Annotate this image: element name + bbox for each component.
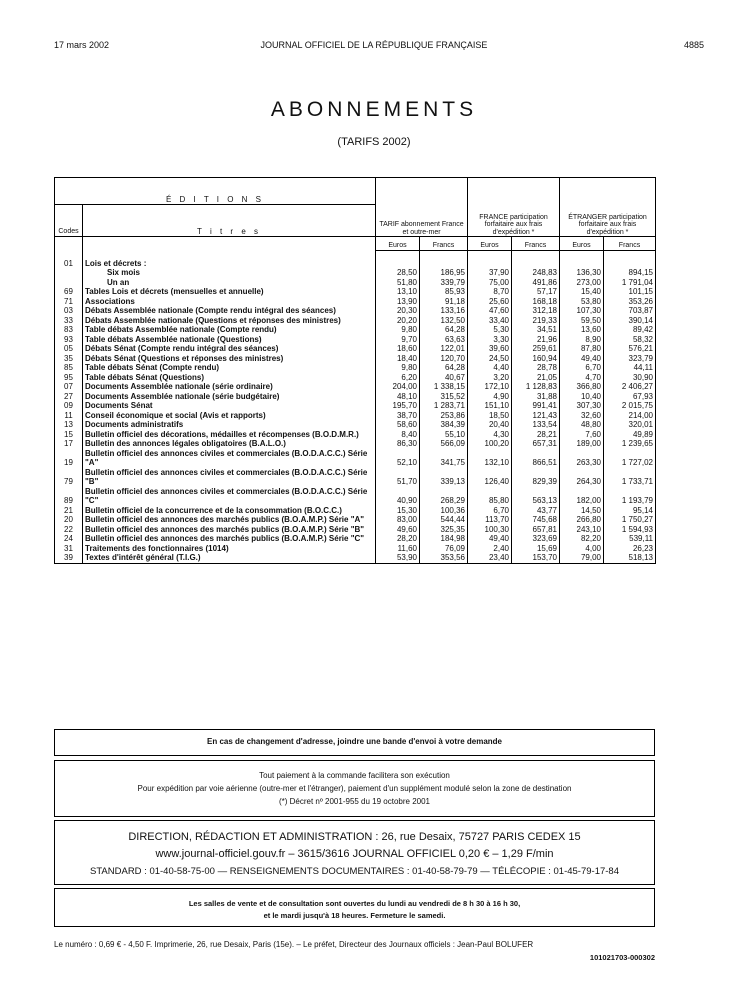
row-value: 184,98 (420, 534, 468, 544)
row-code: 31 (55, 544, 83, 554)
row-value: 9,80 (376, 363, 420, 373)
row-value: 120,70 (420, 354, 468, 364)
row-value: 100,36 (420, 506, 468, 516)
row-code: 69 (55, 287, 83, 297)
row-value: 1 594,93 (604, 525, 656, 535)
row-value: 320,01 (604, 420, 656, 430)
address-change-notice: En cas de changement d'adresse, joindre une bande d'envoi à votre demande (54, 729, 655, 756)
row-title: Associations (83, 297, 376, 307)
row-value: 1 128,83 (512, 382, 560, 392)
phone-line: STANDARD : 01-40-58-75-00 — RENSEIGNEMENTS DOCUMENTAIRES : 01-40-58-79-79 — TÉLÉCOPIE : 01-45-79-17-84 (89, 866, 619, 877)
row-value: 1 727,02 (604, 449, 656, 468)
row-title: Bulletin officiel des annonces des marchés publics (B.O.A.M.P.) Série "B" (83, 525, 376, 535)
row-value: 2 406,27 (604, 382, 656, 392)
row-value: 323,69 (512, 534, 560, 544)
row-value: 28,20 (376, 534, 420, 544)
row-value: 6,70 (468, 506, 512, 516)
header-date: 17 mars 2002 (54, 40, 110, 50)
row-value: 312,18 (512, 306, 560, 316)
row-value: 49,89 (604, 430, 656, 440)
row-title: Bulletin officiel des annonces civiles et commerciales (B.O.D.A.C.C.) Série "B" (83, 468, 376, 487)
row-code: 20 (55, 515, 83, 525)
row-title: Bulletin officiel des annonces des marchés publics (B.O.A.M.P.) Série "C" (83, 534, 376, 544)
row-value: 26,23 (604, 544, 656, 554)
table-row (55, 373, 656, 383)
table-row (55, 382, 656, 392)
row-value: 7,60 (560, 430, 604, 440)
codes-header: Codes (55, 205, 83, 237)
row-value: 151,10 (468, 401, 512, 411)
row-value: 366,80 (560, 382, 604, 392)
row-value: 703,87 (604, 306, 656, 316)
row-value: 15,30 (376, 506, 420, 516)
row-value: 18,60 (376, 344, 420, 354)
row-value: 10,40 (560, 392, 604, 402)
row-code: 27 (55, 392, 83, 402)
row-value: 172,10 (468, 382, 512, 392)
payment-info-line: Tout paiement à la commande facilitera son exécution (259, 771, 450, 780)
table-row (55, 325, 656, 335)
france-column-header: FRANCE participation forfaitaire aux frais d'expédition * (468, 178, 560, 237)
opening-hours-line: et le mardi jusqu'à 18 heures. Fermeture le samedi. (263, 911, 446, 920)
unit-euros: Euros (376, 237, 420, 251)
header-page-number: 4885 (683, 40, 704, 50)
row-title: Bulletin des annonces légales obligatoires (B.A.L.O.) (83, 439, 376, 449)
row-value: 51,80 (376, 278, 420, 288)
row-title: Six mois (83, 268, 376, 278)
tarif-column-header: TARIF abonnement France et outre-mer (376, 178, 468, 237)
tariff-table (54, 177, 656, 564)
row-value: 307,30 (560, 401, 604, 411)
row-code: 89 (55, 487, 83, 506)
opening-hours (54, 888, 655, 927)
row-value: 55,10 (420, 430, 468, 440)
row-value: 8,70 (468, 287, 512, 297)
row-value (604, 251, 656, 269)
row-value: 325,35 (420, 525, 468, 535)
row-value: 4,00 (560, 544, 604, 554)
row-title: Débats Sénat (Compte rendu intégral des séances) (83, 344, 376, 354)
row-value: 20,40 (468, 420, 512, 430)
row-value: 866,51 (512, 449, 560, 468)
row-code: 24 (55, 534, 83, 544)
row-title: Documents Assemblée nationale (série ordinaire) (83, 382, 376, 392)
row-value: 83,00 (376, 515, 420, 525)
row-value (512, 251, 560, 269)
row-value: 353,26 (604, 297, 656, 307)
row-value: 576,21 (604, 344, 656, 354)
row-value: 40,67 (420, 373, 468, 383)
row-value: 195,70 (376, 401, 420, 411)
row-value: 79,00 (560, 553, 604, 563)
row-value: 390,14 (604, 316, 656, 326)
row-value: 100,20 (468, 439, 512, 449)
row-value: 491,86 (512, 278, 560, 288)
row-title: Bulletin officiel des annonces civiles et commerciales (B.O.D.A.C.C.) Série "C" (83, 487, 376, 506)
table-row (55, 251, 656, 269)
row-value: 31,88 (512, 392, 560, 402)
tariff-body (55, 251, 656, 564)
row-value: 18,40 (376, 354, 420, 364)
address-line: DIRECTION, RÉDACTION ET ADMINISTRATION : 26, rue Desaix, 75727 PARIS CEDEX 15 (128, 831, 581, 843)
table-row (55, 268, 656, 278)
row-value: 132,10 (468, 449, 512, 468)
row-value: 9,80 (376, 325, 420, 335)
row-value: 44,11 (604, 363, 656, 373)
row-value: 186,95 (420, 268, 468, 278)
row-value: 136,30 (560, 268, 604, 278)
row-code: 35 (55, 354, 83, 364)
row-title: Table débats Sénat (Compte rendu) (83, 363, 376, 373)
table-row (55, 354, 656, 364)
row-value: 745,68 (512, 515, 560, 525)
row-code: 13 (55, 420, 83, 430)
row-value: 264,30 (560, 468, 604, 487)
row-value: 3,30 (468, 335, 512, 345)
row-value: 21,05 (512, 373, 560, 383)
row-value: 101,15 (604, 287, 656, 297)
row-value: 20,20 (376, 316, 420, 326)
row-value: 13,10 (376, 287, 420, 297)
row-code: 79 (55, 468, 83, 487)
row-value (420, 251, 468, 269)
row-value (560, 251, 604, 269)
row-value: 85,93 (420, 287, 468, 297)
row-code (55, 278, 83, 288)
row-title: Débats Assemblée nationale (Compte rendu intégral des séances) (83, 306, 376, 316)
table-row (55, 316, 656, 326)
row-title: Tables Lois et décrets (mensuelles et annuelle) (83, 287, 376, 297)
row-value: 33,40 (468, 316, 512, 326)
row-value: 20,30 (376, 306, 420, 316)
row-value: 4,30 (468, 430, 512, 440)
row-value: 2,40 (468, 544, 512, 554)
row-value: 8,90 (560, 335, 604, 345)
header-journal-name: JOURNAL OFFICIEL DE LA RÉPUBLIQUE FRANÇAISE (260, 40, 488, 50)
row-value: 1 338,15 (420, 382, 468, 392)
table-row (55, 544, 656, 554)
row-value: 32,60 (560, 411, 604, 421)
row-title: Table débats Assemblée nationale (Compte rendu) (83, 325, 376, 335)
row-value: 2 015,75 (604, 401, 656, 411)
row-code: 71 (55, 297, 83, 307)
row-value: 4,40 (468, 363, 512, 373)
row-value: 259,61 (512, 344, 560, 354)
row-value: 64,28 (420, 325, 468, 335)
titres-header: T i t r e s (83, 205, 376, 237)
row-value: 48,10 (376, 392, 420, 402)
table-row (55, 487, 656, 506)
row-code: 93 (55, 335, 83, 345)
payment-info (54, 760, 655, 817)
row-title: Documents Sénat (83, 401, 376, 411)
row-value: 1 239,65 (604, 439, 656, 449)
row-code: 07 (55, 382, 83, 392)
table-row (55, 439, 656, 449)
row-title: Bulletin officiel des annonces civiles et commerciales (B.O.D.A.C.C.) Série "A" (83, 449, 376, 468)
row-value: 214,00 (604, 411, 656, 421)
row-value: 49,40 (468, 534, 512, 544)
row-value: 3,20 (468, 373, 512, 383)
row-value: 23,40 (468, 553, 512, 563)
table-row (55, 344, 656, 354)
row-value: 266,80 (560, 515, 604, 525)
row-value: 6,20 (376, 373, 420, 383)
table-row (55, 411, 656, 421)
row-value: 8,40 (376, 430, 420, 440)
payment-info-line: Pour expédition par voie aérienne (outre-mer et l'étranger), paiement d'un supplément modulé selon la zone de destination (137, 784, 572, 793)
row-value: 353,56 (420, 553, 468, 563)
row-value: 87,80 (560, 344, 604, 354)
row-code: 85 (55, 363, 83, 373)
unit-francs: Francs (604, 237, 656, 251)
table-row (55, 335, 656, 345)
row-code: 21 (55, 506, 83, 516)
row-code: 33 (55, 316, 83, 326)
row-value: 189,00 (560, 439, 604, 449)
row-title: Un an (83, 278, 376, 288)
row-value: 113,70 (468, 515, 512, 525)
table-row (55, 306, 656, 316)
row-value: 28,78 (512, 363, 560, 373)
row-value: 15,40 (560, 287, 604, 297)
table-row (55, 392, 656, 402)
row-value: 91,18 (420, 297, 468, 307)
row-value: 160,94 (512, 354, 560, 364)
unit-francs: Francs (420, 237, 468, 251)
row-value: 49,60 (376, 525, 420, 535)
etranger-column-header: ÉTRANGER participation forfaitaire aux frais d'expédition * (560, 178, 656, 237)
row-title: Bulletin officiel des décorations, médailles et récompenses (B.O.D.M.R.) (83, 430, 376, 440)
row-value: 544,44 (420, 515, 468, 525)
row-value: 894,15 (604, 268, 656, 278)
row-value: 100,30 (468, 525, 512, 535)
row-value: 58,60 (376, 420, 420, 430)
row-value: 64,28 (420, 363, 468, 373)
table-row (55, 468, 656, 487)
row-value: 48,80 (560, 420, 604, 430)
row-value: 14,50 (560, 506, 604, 516)
row-code: 11 (55, 411, 83, 421)
row-value: 24,50 (468, 354, 512, 364)
row-value: 75,00 (468, 278, 512, 288)
row-value: 30,90 (604, 373, 656, 383)
row-code: 22 (55, 525, 83, 535)
row-code: 83 (55, 325, 83, 335)
row-value: 39,60 (468, 344, 512, 354)
row-value: 657,81 (512, 525, 560, 535)
row-value: 829,39 (512, 468, 560, 487)
row-code: 17 (55, 439, 83, 449)
row-code (55, 268, 83, 278)
row-value: 28,50 (376, 268, 420, 278)
row-value: 95,14 (604, 506, 656, 516)
row-value: 133,16 (420, 306, 468, 316)
row-value: 539,11 (604, 534, 656, 544)
row-value: 273,00 (560, 278, 604, 288)
table-row (55, 363, 656, 373)
row-value: 518,13 (604, 553, 656, 563)
row-title: Lois et décrets : (83, 251, 376, 269)
table-row (55, 449, 656, 468)
table-row (55, 430, 656, 440)
row-value: 15,69 (512, 544, 560, 554)
row-value: 4,90 (468, 392, 512, 402)
row-value: 248,83 (512, 268, 560, 278)
table-row (55, 534, 656, 544)
decree-reference: (*) Décret nº 2001-955 du 19 octobre 2001 (278, 797, 431, 806)
row-value: 25,60 (468, 297, 512, 307)
row-value (468, 251, 512, 269)
row-code: 05 (55, 344, 83, 354)
row-value: 76,09 (420, 544, 468, 554)
row-value: 563,13 (512, 487, 560, 506)
table-row (55, 401, 656, 411)
row-value: 18,50 (468, 411, 512, 421)
row-value: 53,90 (376, 553, 420, 563)
row-value: 339,13 (420, 468, 468, 487)
row-value: 67,93 (604, 392, 656, 402)
row-title: Table débats Assemblée nationale (Questions) (83, 335, 376, 345)
footer-reference: 101021703-000302 (589, 953, 655, 962)
footer-text: Le numéro : 0,69 € - 4,50 F. Imprimerie, 26, rue Desaix, Paris (15e). – Le préfet, Directeur des Journaux officiels : Jean-Paul BOLUFER (54, 940, 534, 949)
table-row (55, 506, 656, 516)
row-value: 1 733,71 (604, 468, 656, 487)
table-row (55, 278, 656, 288)
row-value: 82,20 (560, 534, 604, 544)
page-subtitle: (TARIFS 2002) (337, 136, 411, 148)
row-value: 122,01 (420, 344, 468, 354)
row-value: 991,41 (512, 401, 560, 411)
table-row (55, 420, 656, 430)
row-title: Débats Sénat (Questions et réponses des ministres) (83, 354, 376, 364)
row-value: 85,80 (468, 487, 512, 506)
row-value: 243,10 (560, 525, 604, 535)
row-value: 43,77 (512, 506, 560, 516)
row-value: 89,42 (604, 325, 656, 335)
table-row (55, 515, 656, 525)
row-value: 52,10 (376, 449, 420, 468)
row-value: 121,43 (512, 411, 560, 421)
opening-hours-line: Les salles de vente et de consultation sont ouvertes du lundi au vendredi de 8 h 30 à 16 h 30, (188, 899, 521, 908)
row-value: 63,63 (420, 335, 468, 345)
unit-francs: Francs (512, 237, 560, 251)
row-value: 58,32 (604, 335, 656, 345)
row-title: Conseil économique et social (Avis et rapports) (83, 411, 376, 421)
row-title: Débats Assemblée nationale (Questions et réponses des ministres) (83, 316, 376, 326)
row-code: 95 (55, 373, 83, 383)
row-title: Bulletin officiel de la concurrence et de la consommation (B.O.C.C.) (83, 506, 376, 516)
row-value: 168,18 (512, 297, 560, 307)
row-code: 19 (55, 449, 83, 468)
row-title: Documents administratifs (83, 420, 376, 430)
row-value: 153,70 (512, 553, 560, 563)
contact-info (54, 820, 655, 885)
row-code: 03 (55, 306, 83, 316)
row-value: 6,70 (560, 363, 604, 373)
row-value: 107,30 (560, 306, 604, 316)
row-code: 39 (55, 553, 83, 563)
row-code: 15 (55, 430, 83, 440)
row-title: Textes d'intérêt général (T.I.G.) (83, 553, 376, 563)
row-title: Traitements des fonctionnaires (1014) (83, 544, 376, 554)
row-value: 86,30 (376, 439, 420, 449)
row-value: 59,50 (560, 316, 604, 326)
row-value: 657,31 (512, 439, 560, 449)
row-value: 263,30 (560, 449, 604, 468)
row-value: 132,50 (420, 316, 468, 326)
row-value: 384,39 (420, 420, 468, 430)
row-value: 49,40 (560, 354, 604, 364)
row-value: 34,51 (512, 325, 560, 335)
row-value: 40,90 (376, 487, 420, 506)
row-value: 566,09 (420, 439, 468, 449)
row-value: 11,60 (376, 544, 420, 554)
row-value: 9,70 (376, 335, 420, 345)
row-value: 323,79 (604, 354, 656, 364)
row-value: 38,70 (376, 411, 420, 421)
row-code: 01 (55, 251, 83, 269)
row-value: 1 283,71 (420, 401, 468, 411)
row-value: 341,75 (420, 449, 468, 468)
row-value: 182,00 (560, 487, 604, 506)
row-value: 1 791,04 (604, 278, 656, 288)
row-title: Documents Assemblée nationale (série budgétaire) (83, 392, 376, 402)
website-line: www.journal-officiel.gouv.fr – 3615/3616 JOURNAL OFFICIEL 0,20 € – 1,29 F/min (155, 848, 554, 860)
row-value: 57,17 (512, 287, 560, 297)
unit-euros: Euros (560, 237, 604, 251)
table-row (55, 525, 656, 535)
table-row (55, 297, 656, 307)
row-title: Bulletin officiel des annonces des marchés publics (B.O.A.M.P.) Série "A" (83, 515, 376, 525)
row-value: 315,52 (420, 392, 468, 402)
row-value: 133,54 (512, 420, 560, 430)
row-value: 253,86 (420, 411, 468, 421)
row-value: 13,90 (376, 297, 420, 307)
row-value: 51,70 (376, 468, 420, 487)
table-row (55, 287, 656, 297)
row-value: 1 193,79 (604, 487, 656, 506)
row-value: 339,79 (420, 278, 468, 288)
editions-header: É D I T I O N S (55, 178, 376, 205)
row-value: 268,29 (420, 487, 468, 506)
row-value (376, 251, 420, 269)
row-code: 09 (55, 401, 83, 411)
row-value: 126,40 (468, 468, 512, 487)
row-value: 1 750,27 (604, 515, 656, 525)
row-value: 4,70 (560, 373, 604, 383)
row-value: 37,90 (468, 268, 512, 278)
row-value: 13,60 (560, 325, 604, 335)
row-value: 53,80 (560, 297, 604, 307)
row-title: Table débats Sénat (Questions) (83, 373, 376, 383)
row-value: 28,21 (512, 430, 560, 440)
row-value: 5,30 (468, 325, 512, 335)
table-row (55, 553, 656, 563)
row-value: 219,33 (512, 316, 560, 326)
row-value: 204,00 (376, 382, 420, 392)
page-title: ABONNEMENTS (270, 98, 478, 121)
row-value: 47,60 (468, 306, 512, 316)
row-value: 21,96 (512, 335, 560, 345)
unit-euros: Euros (468, 237, 512, 251)
